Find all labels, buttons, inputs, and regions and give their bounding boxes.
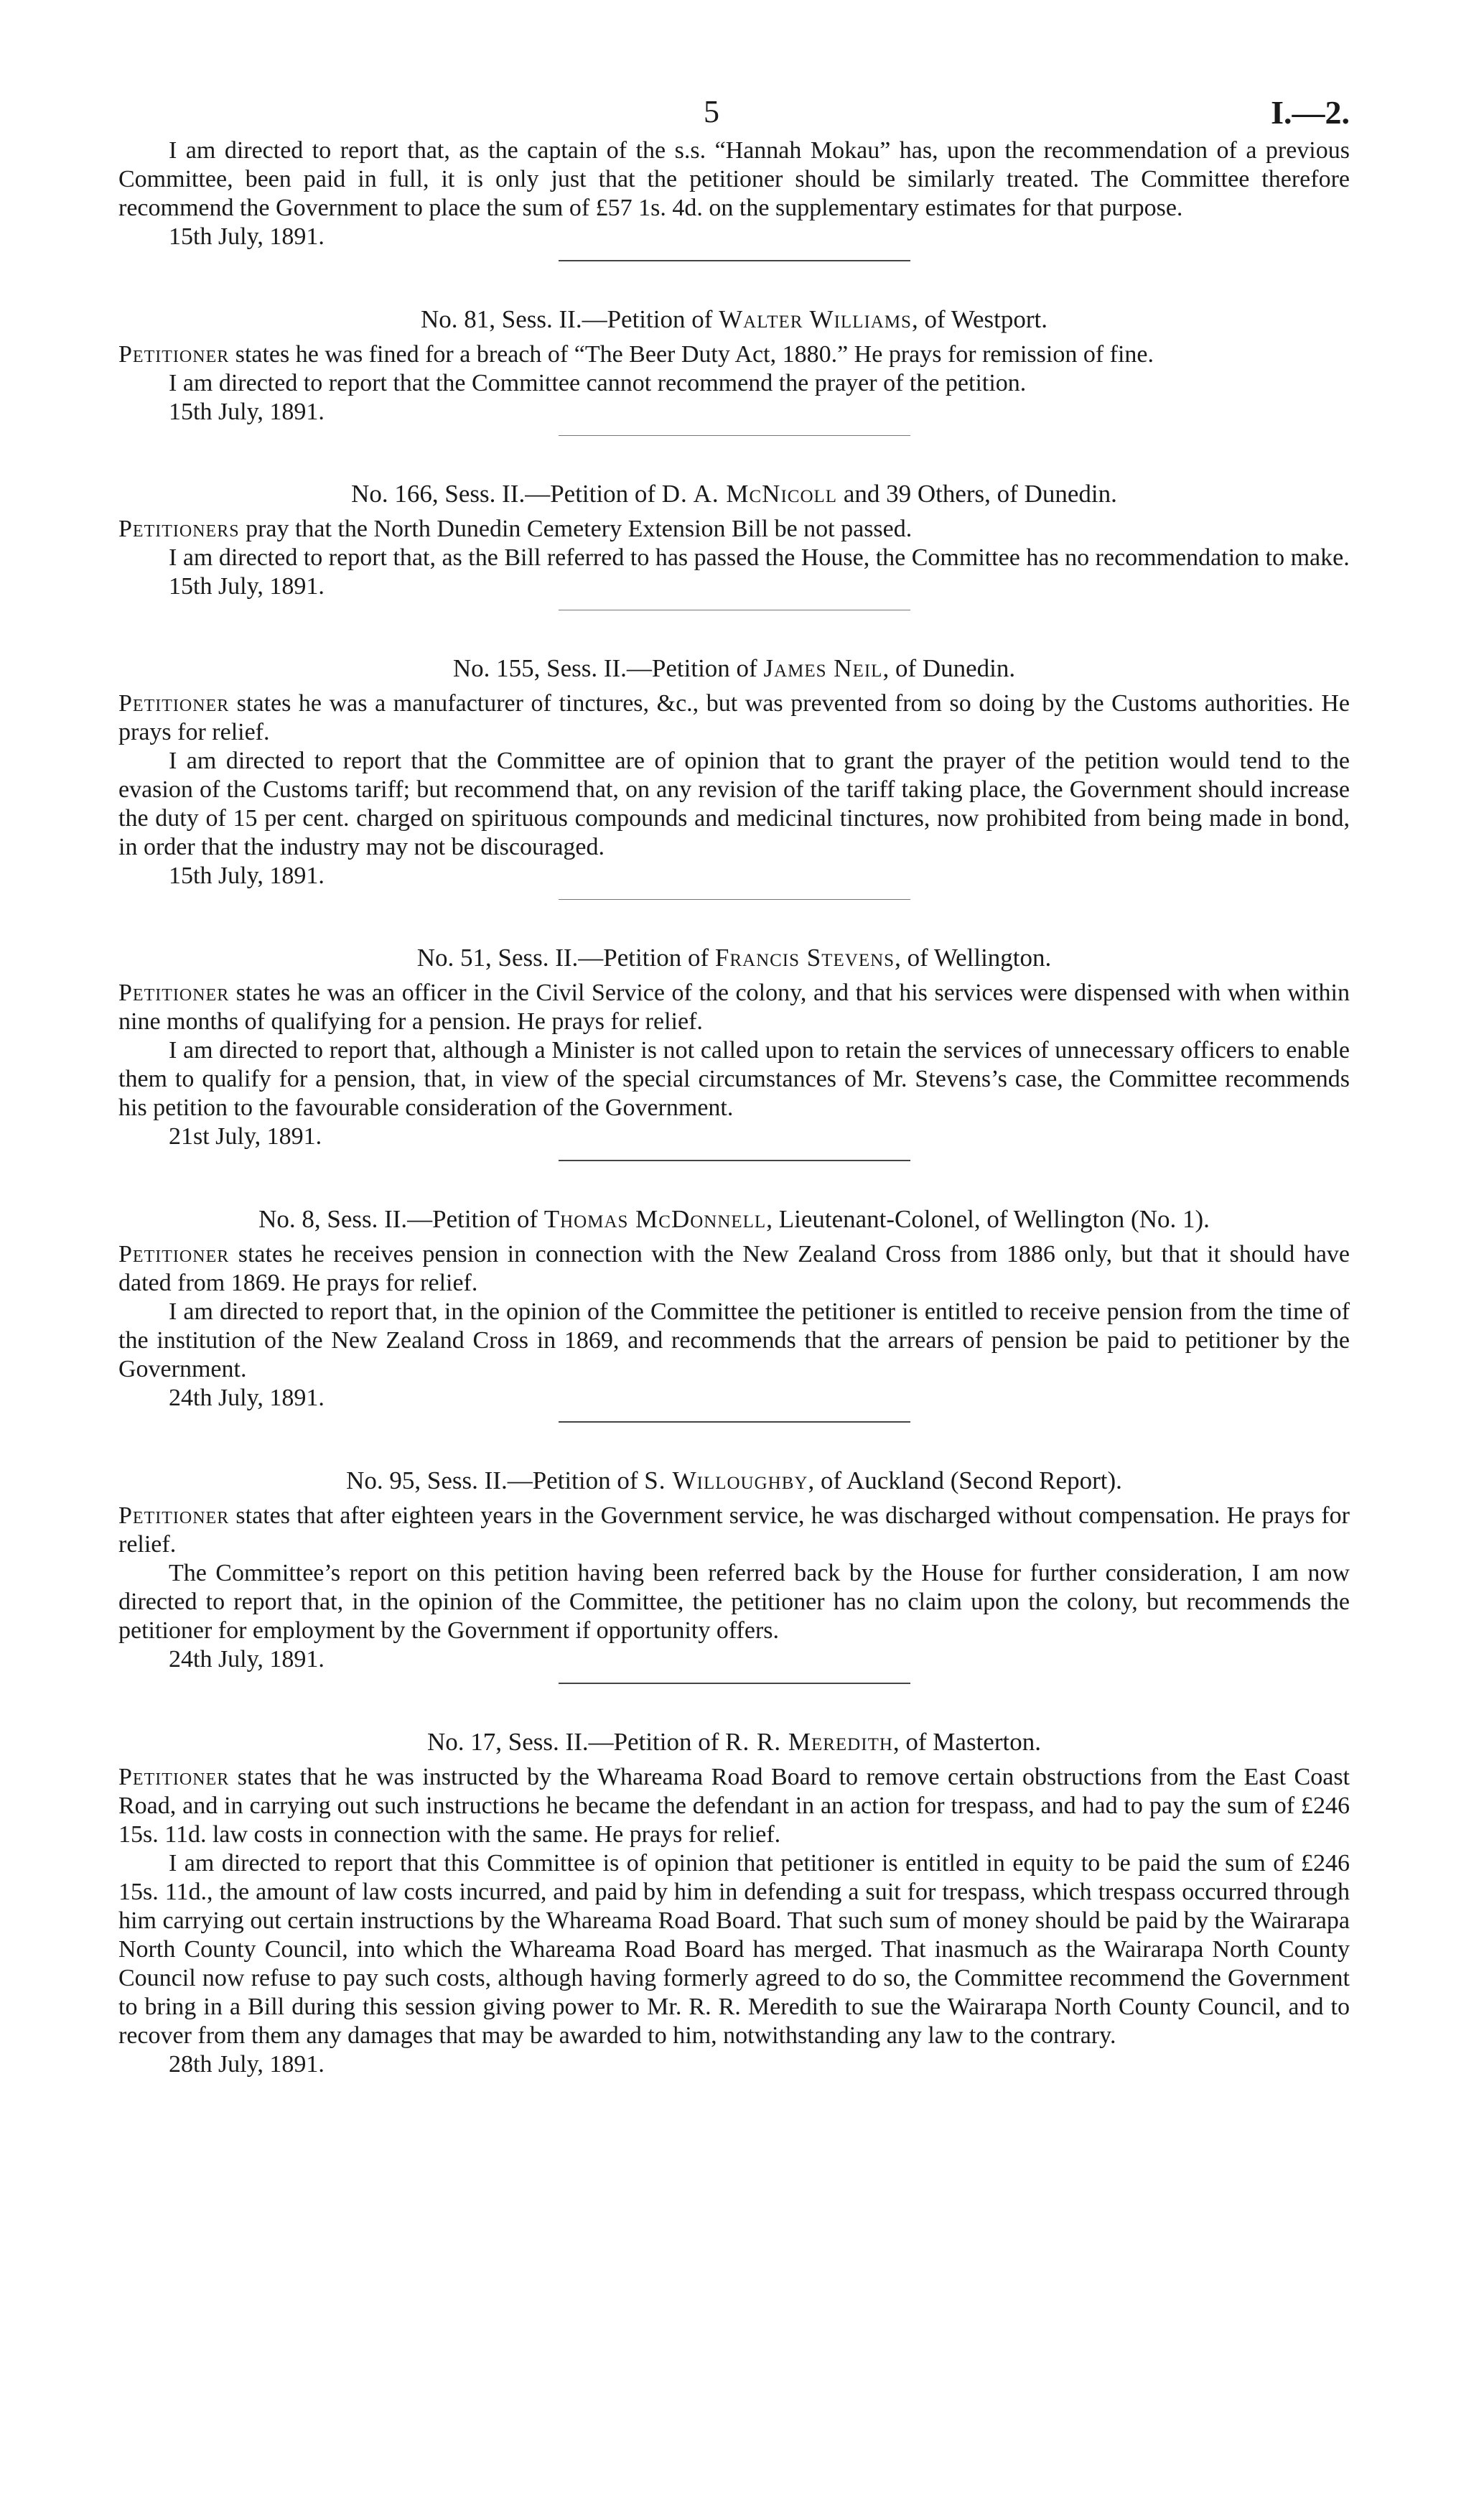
petitioner-name: D. A. McNicoll	[661, 480, 838, 508]
petition-heading	[118, 1204, 1350, 1234]
committee-report: I am directed to report that, as the Bill referred to has passed the House, the Committee has no recommendation to make.	[169, 544, 1350, 571]
committee-report: I am directed to report that this Committee is of opinion that petitioner is entitled in equity to be paid the sum of £246 15s. 11d., the amount of law costs incurred, and paid by him in defending a suit for trespass, which trespass occurred through him carrying out certain instructions by the Whareama Road Board. That such sum of money should be paid by the Wairarapa North County Council, into which the Whareama Road Board has merged. That inasmuch as the Wairarapa North County Council now refuse to pay such costs, although having formerly agreed to do so, the Committee recommend the Government to bring in a Bill during this session giving power to Mr. R. R. Meredith to sue the Wairarapa North County Council, and to recover from them any damages that may be awarded to him, notwithstanding any law to the contrary.	[118, 1850, 1350, 2049]
intro-date: 15th July, 1891.	[169, 223, 325, 250]
petition-section	[118, 654, 1350, 890]
section-divider	[559, 260, 910, 261]
petition-section	[118, 1727, 1350, 2079]
heading-suffix: , Lieutenant-Colonel, of Wellington (No. 1).	[766, 1205, 1210, 1233]
petitioner-name: S. Willoughby	[644, 1466, 808, 1494]
statement-text: states that after eighteen years in the Government service, he was discharged without compensation. He prays for relief.	[118, 1502, 1350, 1558]
petition-statement	[118, 1763, 1350, 1849]
statement-text: states he was a manufacturer of tinctures, &c., but was prevented from so doing by the Customs authorities. He prays for relief.	[118, 690, 1350, 745]
petitioner-name: Walter Williams	[719, 305, 912, 333]
statement-text: states that he was instructed by the Whareama Road Board to remove certain obstructions from the East Coast Road, and in carrying out such instructions he became the defendant in an action for trespass, and had to pay the sum of £246 15s. 11d. law costs in connection with the same. He prays for relief.	[118, 1764, 1350, 1848]
heading-suffix: , of Dunedin.	[882, 654, 1016, 682]
heading-prefix: No. 95, Sess. II.—Petition of	[346, 1466, 645, 1494]
committee-report: I am directed to report that, although a Minister is not called upon to retain the services of unnecessary officers to enable them to qualify for a pension, that, in view of the special circumstances of Mr. Stevens’s case, the Committee recommends his petition to the favourable consideration of the Government.	[118, 1037, 1350, 1121]
petition-heading	[118, 1727, 1350, 1757]
petition-statement	[118, 1240, 1350, 1298]
page-header	[118, 93, 1350, 136]
section-divider	[559, 899, 910, 900]
petition-section	[118, 943, 1350, 1151]
committee-report: I am directed to report that the Committee cannot recommend the prayer of the petition.	[169, 370, 1027, 396]
petition-heading	[118, 943, 1350, 973]
document-reference: I.—2.	[1271, 94, 1350, 131]
petition-heading	[118, 654, 1350, 684]
committee-report: I am directed to report that, in the opinion of the Committee the petitioner is entitled to receive pension from the time of the institution of the New Zealand Cross in 1869, and recommends that the arrears of pension be paid to petitioner by the Government.	[118, 1298, 1350, 1382]
report-date: 15th July, 1891.	[169, 862, 325, 889]
statement-lead: Petitioner	[118, 341, 230, 368]
statement-lead: Petitioner	[118, 1241, 230, 1268]
petition-statement	[118, 979, 1350, 1036]
petition-statement	[118, 340, 1350, 369]
petition-section	[118, 479, 1350, 601]
statement-text: states he receives pension in connection with the New Zealand Cross from 1886 only, but that it should have dated from 1869. He prays for relief.	[118, 1241, 1350, 1296]
petition-statement	[118, 1502, 1350, 1559]
heading-prefix: No. 8, Sess. II.—Petition of	[258, 1205, 544, 1233]
petitioner-name: James Neil	[763, 654, 883, 682]
report-date: 15th July, 1891.	[169, 573, 325, 600]
report-date: 15th July, 1891.	[169, 399, 325, 425]
committee-report: The Committee’s report on this petition having been referred back by the House for further consideration, I am now directed to report that, in the opinion of the Committee, the petitioner has no claim upon the colony, but recommends the petitioner for employment by the Government if opportunity offers.	[118, 1560, 1350, 1644]
page-number: 5	[704, 94, 719, 129]
statement-text: pray that the North Dunedin Cemetery Extension Bill be not passed.	[239, 516, 913, 542]
intro-section	[118, 136, 1350, 251]
document-page	[118, 93, 1350, 2079]
heading-prefix: No. 17, Sess. II.—Petition of	[427, 1728, 726, 1756]
petition-statement	[118, 689, 1350, 747]
report-date: 21st July, 1891.	[169, 1123, 322, 1150]
report-date: 24th July, 1891.	[169, 1646, 325, 1673]
heading-prefix: No. 155, Sess. II.—Petition of	[452, 654, 764, 682]
statement-lead: Petitioner	[118, 690, 230, 717]
heading-suffix: , of Masterton.	[892, 1728, 1041, 1756]
petition-heading	[118, 1466, 1350, 1496]
section-divider	[559, 1160, 910, 1161]
petition-statement	[118, 515, 1350, 544]
heading-prefix: No. 166, Sess. II.—Petition of	[351, 480, 662, 508]
intro-report: I am directed to report that, as the captain of the s.s. “Hannah Mokau” has, upon the recommendation of a previous Committee, been paid in full, it is only just that the petitioner should be similarly treated. The Committee therefore recommend the Government to place the sum of £57 1s. 4d. on the supplementary estimates for that purpose.	[118, 137, 1350, 221]
petition-section	[118, 1466, 1350, 1674]
statement-lead: Petitioner	[118, 980, 230, 1006]
petition-section	[118, 1204, 1350, 1413]
statement-text: states he was an officer in the Civil Service of the colony, and that his services were dispensed with when within nine months of qualifying for a pension. He prays for relief.	[118, 980, 1350, 1035]
section-divider	[559, 1683, 910, 1684]
report-date: 24th July, 1891.	[169, 1385, 325, 1411]
petitioner-name: Francis Stevens	[714, 944, 895, 972]
heading-suffix: , of Westport.	[911, 305, 1047, 333]
heading-suffix: , of Auckland (Second Report).	[808, 1466, 1122, 1494]
petitioner-name: Thomas McDonnell	[543, 1205, 767, 1233]
statement-lead: Petitioner	[118, 1764, 230, 1790]
petition-section	[118, 304, 1350, 427]
section-divider	[559, 435, 910, 436]
heading-prefix: No. 81, Sess. II.—Petition of	[421, 305, 719, 333]
petition-heading	[118, 479, 1350, 509]
heading-suffix: and 39 Others, of Dunedin.	[837, 480, 1117, 508]
heading-suffix: , of Wellington.	[895, 944, 1052, 972]
committee-report: I am directed to report that the Committee are of opinion that to grant the prayer of the petition would tend to the evasion of the Customs tariff; but recommend that, on any revision of the tariff taking place, the Government should increase the duty of 15 per cent. charged on spirituous compounds and medicinal tinctures, now prohibited from being made in bond, in order that the industry may not be discouraged.	[118, 748, 1350, 860]
petitioner-name: R. R. Meredith	[725, 1728, 893, 1756]
statement-lead: Petitioners	[118, 516, 240, 542]
report-date: 28th July, 1891.	[169, 2051, 325, 2078]
petition-heading	[118, 304, 1350, 335]
statement-text: states he was fined for a breach of “The Beer Duty Act, 1880.” He prays for remission of fine.	[229, 341, 1154, 368]
heading-prefix: No. 51, Sess. II.—Petition of	[416, 944, 715, 972]
section-divider	[559, 1421, 910, 1423]
statement-lead: Petitioner	[118, 1502, 230, 1529]
